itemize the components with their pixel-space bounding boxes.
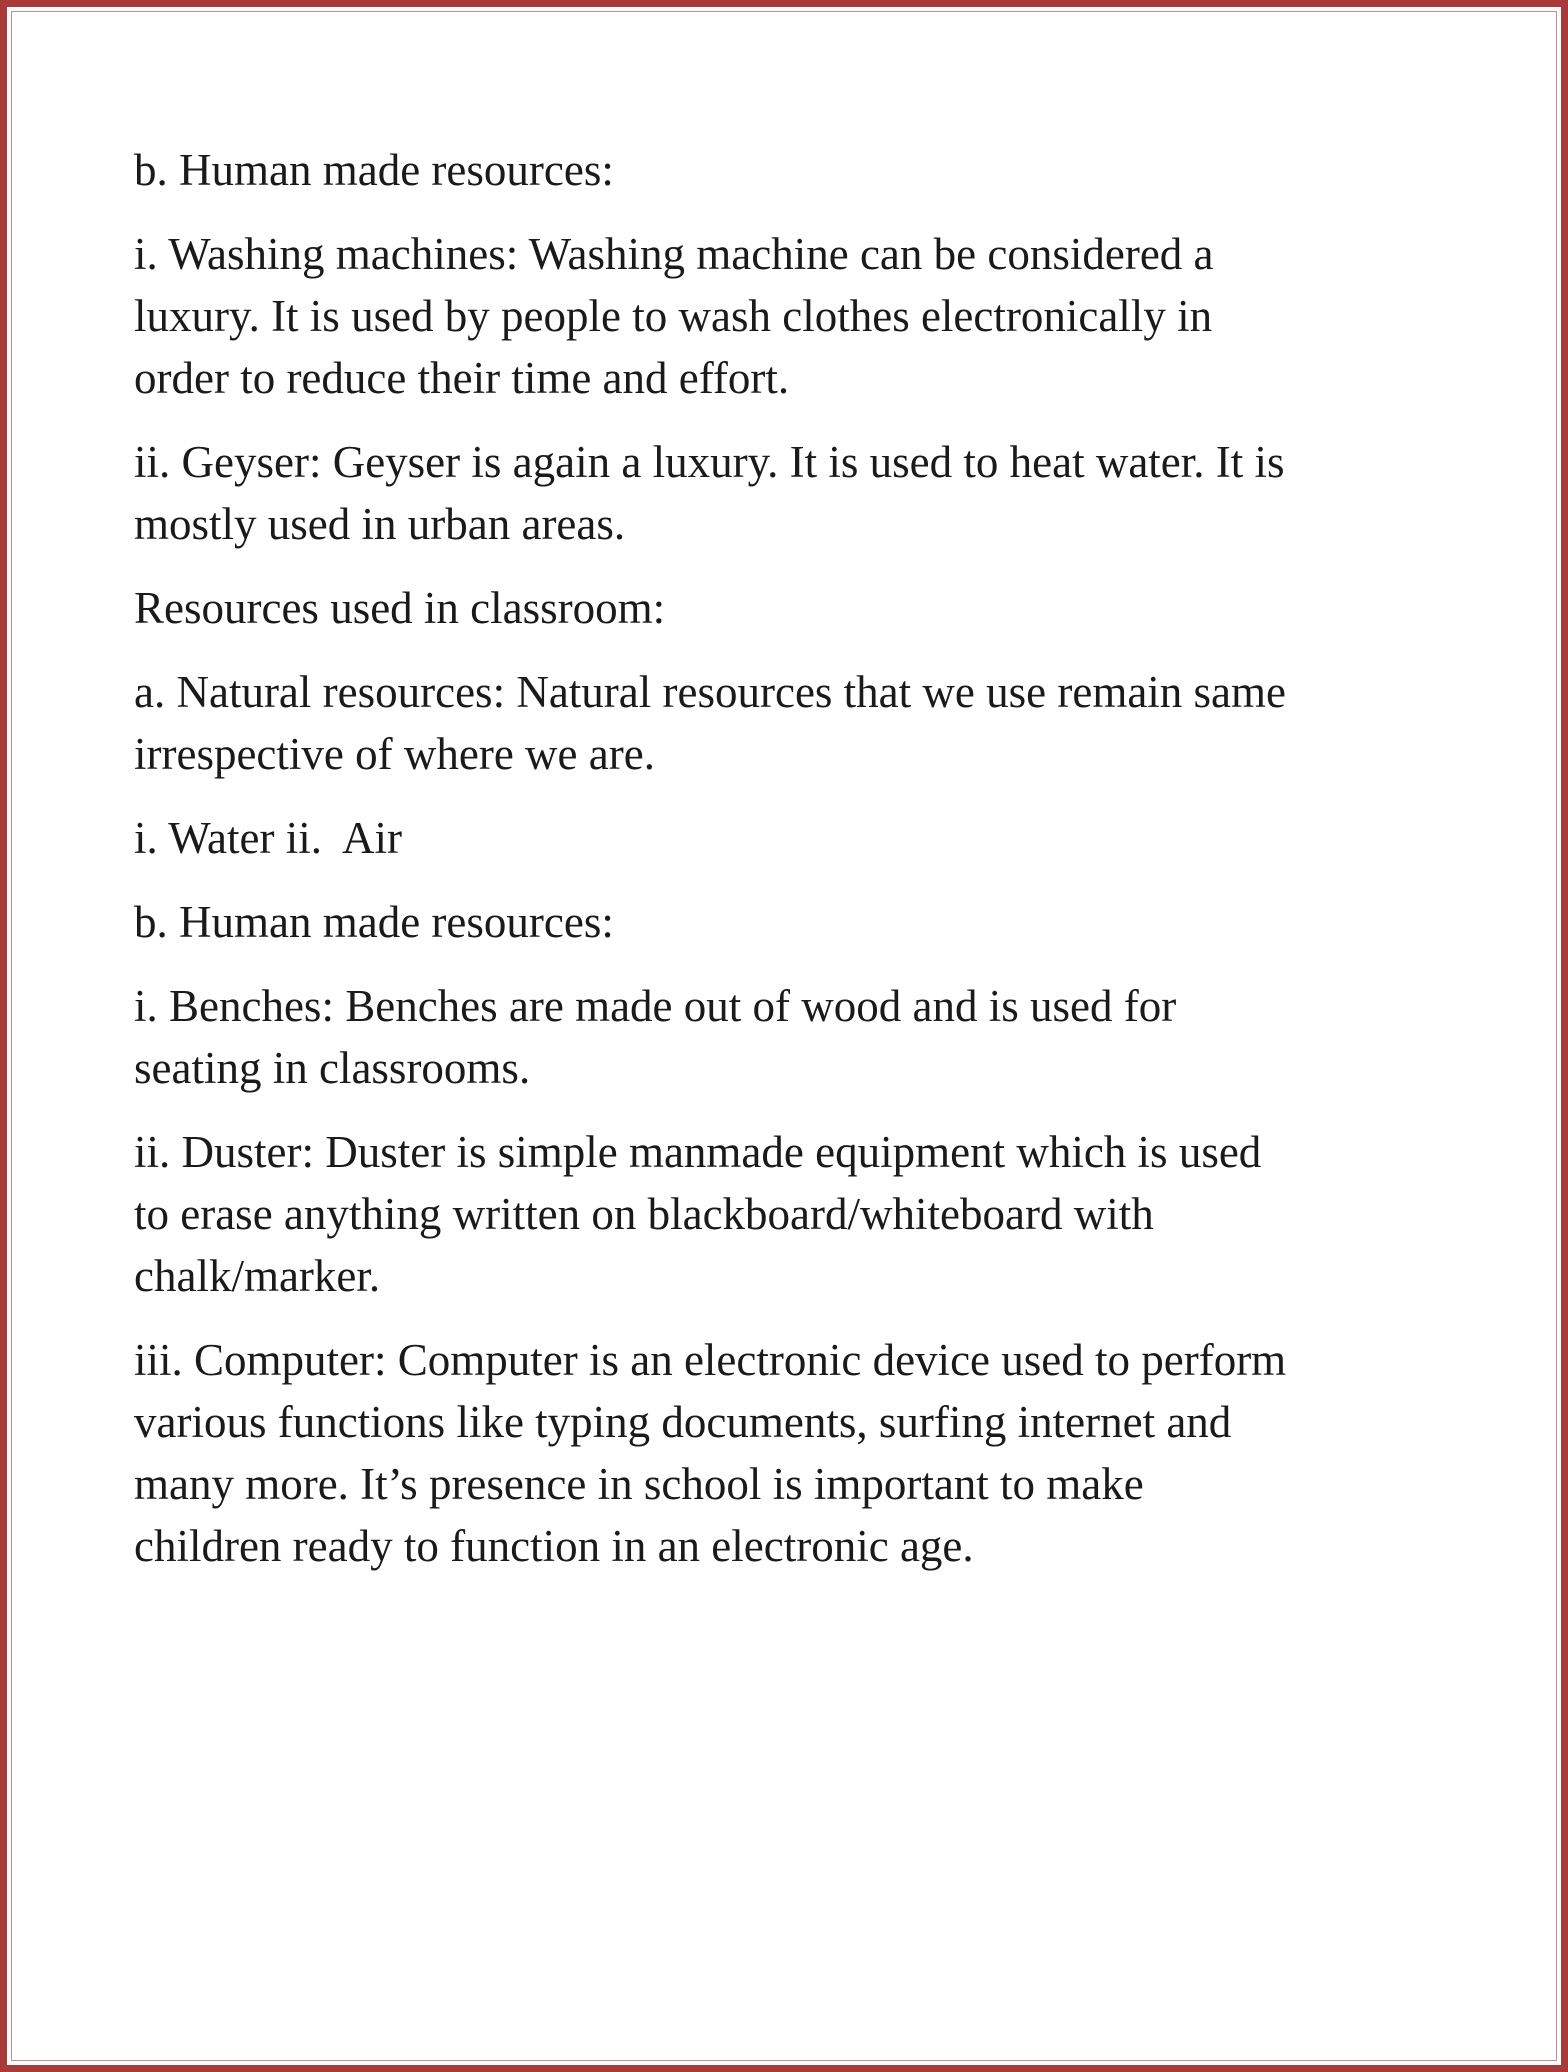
paragraph-human-made-heading-2 bbox=[134, 891, 1454, 953]
text-line: ii. Geyser: Geyser is again a luxury. It is used to heat water. It is bbox=[134, 437, 1285, 487]
text-line: i. Benches: Benches are made out of wood and is used for bbox=[134, 981, 1177, 1031]
text-line: seating in classrooms. bbox=[134, 1043, 531, 1093]
paragraph-computer bbox=[134, 1329, 1454, 1577]
text-line: mostly used in urban areas. bbox=[134, 499, 626, 549]
text-line: iii. Computer: Computer is an electronic device used to perform bbox=[134, 1335, 1287, 1385]
text-line: various functions like typing documents, surfing internet and bbox=[134, 1397, 1232, 1447]
text-line: b. Human made resources: bbox=[134, 145, 614, 195]
paragraph-duster bbox=[134, 1121, 1454, 1307]
text-line: luxury. It is used by people to wash clothes electronically in bbox=[134, 291, 1213, 341]
paragraph-natural-resources bbox=[134, 661, 1454, 785]
document-body bbox=[134, 139, 1454, 1599]
text-line: chalk/marker. bbox=[134, 1251, 381, 1301]
paragraph-geyser bbox=[134, 431, 1454, 555]
text-line: ii. Duster: Duster is simple manmade equipment which is used bbox=[134, 1127, 1262, 1177]
text-line: i. Washing machines: Washing machine can be considered a bbox=[134, 229, 1214, 279]
text-line: i. Water ii. Air bbox=[134, 813, 403, 863]
text-line: Resources used in classroom: bbox=[134, 583, 666, 633]
paragraph-classroom-heading bbox=[134, 577, 1454, 639]
text-line: a. Natural resources: Natural resources that we use remain same bbox=[134, 667, 1287, 717]
text-line: b. Human made resources: bbox=[134, 897, 614, 947]
text-line: children ready to function in an electronic age. bbox=[134, 1521, 974, 1571]
paragraph-human-made-heading-1 bbox=[134, 139, 1454, 201]
text-line: irrespective of where we are. bbox=[134, 729, 655, 779]
paragraph-washing-machines bbox=[134, 223, 1454, 409]
paragraph-benches bbox=[134, 975, 1454, 1099]
text-line: order to reduce their time and effort. bbox=[134, 353, 790, 403]
text-line: to erase anything written on blackboard/whiteboard with bbox=[134, 1189, 1154, 1239]
paragraph-water-air bbox=[134, 807, 1454, 869]
text-line: many more. It’s presence in school is important to make bbox=[134, 1459, 1144, 1509]
